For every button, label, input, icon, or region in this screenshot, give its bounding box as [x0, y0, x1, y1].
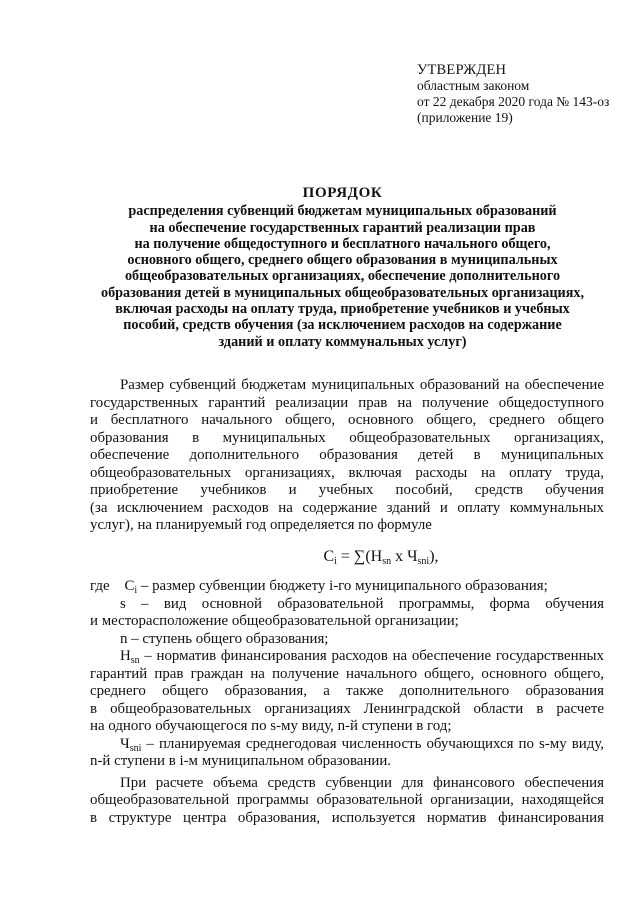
formula-end: ),	[429, 547, 439, 565]
formula	[158, 548, 604, 566]
body-line: приобретение учебников и учебных пособий, средств обучения	[90, 482, 604, 498]
title-line: общеобразовательных организациях, обеспечение дополнительного	[124, 268, 561, 285]
title-line: основного общего, среднего общего образования в муниципальных	[127, 252, 558, 269]
body-line: на одного обучающегося по s-му виду, n-й ступени в год;	[90, 718, 452, 734]
body-line: и бесплатного начального общего, основного общего, среднего общего	[90, 412, 604, 428]
approved-label: УТВЕРЖДЕН	[417, 62, 507, 78]
title-line: включая расходы на оплату труда, приобретение учебников и учебных	[115, 301, 570, 318]
body-line: гарантий прав граждан на получение начального общего, основного общего,	[90, 665, 604, 682]
body-line: При расчете объема средств субвенции для финансового обеспечения	[120, 774, 604, 791]
document-title	[90, 185, 595, 350]
formula-sub: i	[334, 555, 337, 567]
symbol-sub: sni	[129, 742, 142, 754]
body-line: в структуре центра образования, используется норматив финансирования	[90, 809, 604, 826]
document-body	[90, 377, 604, 827]
title-line: образования детей в муниципальных общеобразовательных организациях,	[100, 284, 585, 301]
intro-paragraph	[90, 377, 604, 535]
body-line: государственных гарантий реализации прав на получение общедоступного	[90, 394, 604, 411]
definition-s-cont: и месторасположение общеобразовательной организации;	[90, 613, 459, 629]
body-line: n-й ступени в i-м муниципальном образовании.	[90, 753, 392, 769]
definition-text: – планируемая среднегодовая численность обучающихся по s-му виду,	[141, 735, 604, 752]
definition-ci	[90, 578, 604, 596]
definitions	[90, 578, 604, 771]
approval-date: от 22 декабря 2020 года № 143-оз	[417, 94, 610, 109]
body-line: в общеобразовательных организациях Ленинградской области в расчете	[90, 700, 604, 717]
body-line: общеобразовательной программы образовательной организации, находящейся	[90, 792, 604, 808]
body-line: Размер субвенций бюджетам муниципальных образований на обеспечение	[120, 377, 604, 393]
body-line: обеспечение дополнительного образования детей в муниципальных	[90, 447, 604, 463]
symbol: H	[120, 648, 131, 664]
definition-n: n – ступень общего образования;	[120, 630, 329, 647]
final-paragraph	[90, 775, 604, 828]
symbol-sub: i	[134, 585, 138, 596]
formula-sub: sn	[382, 555, 392, 567]
where-prefix: где	[90, 578, 110, 594]
title-line: зданий и оплату коммунальных услуг)	[218, 333, 467, 350]
title-line: пособий, средств обучения (за исключением расходов на содержание	[123, 317, 562, 334]
body-line: (за исключением расходов на содержание зданий и оплату коммунальных	[90, 499, 604, 516]
formula-eq: = ∑(H	[336, 547, 383, 565]
body-line: общеобразовательных организациях, включая расходы на оплату труда,	[90, 464, 604, 481]
body-line: среднего общего образования, а также дополнительного образования	[90, 683, 604, 699]
definition-ch	[90, 736, 604, 754]
formula-mid: x Ч	[391, 547, 418, 565]
symbol-sub: sn	[130, 655, 140, 666]
body-line: услуг), на планируемый год определяется по формуле	[90, 517, 432, 533]
title-line: на получение общедоступного и бесплатного начального общего,	[134, 235, 551, 252]
formula-lhs: C	[323, 547, 335, 565]
title-line: распределения субвенций бюджетам муниципальных образований	[128, 203, 557, 220]
symbol: Ч	[120, 735, 130, 752]
definition-h	[90, 648, 604, 666]
title-main: ПОРЯДОК	[302, 185, 383, 201]
approval-law: областным законом	[417, 78, 530, 93]
definition-text: – норматив финансирования расходов на обеспечение государственных	[139, 648, 604, 664]
body-line: образования в муниципальных общеобразовательных организациях,	[90, 429, 604, 446]
title-line: на обеспечение государственных гарантий реализации прав	[149, 219, 536, 236]
symbol: C	[124, 578, 135, 594]
formula-sub: sni	[417, 555, 430, 567]
definition-s: s – вид основной образовательной программы, форма обучения	[120, 595, 604, 612]
approval-stamp	[417, 62, 632, 126]
definition-text: – размер субвенции бюджету i-го муниципального образования;	[137, 578, 548, 594]
approval-appendix: (приложение 19)	[417, 110, 513, 125]
